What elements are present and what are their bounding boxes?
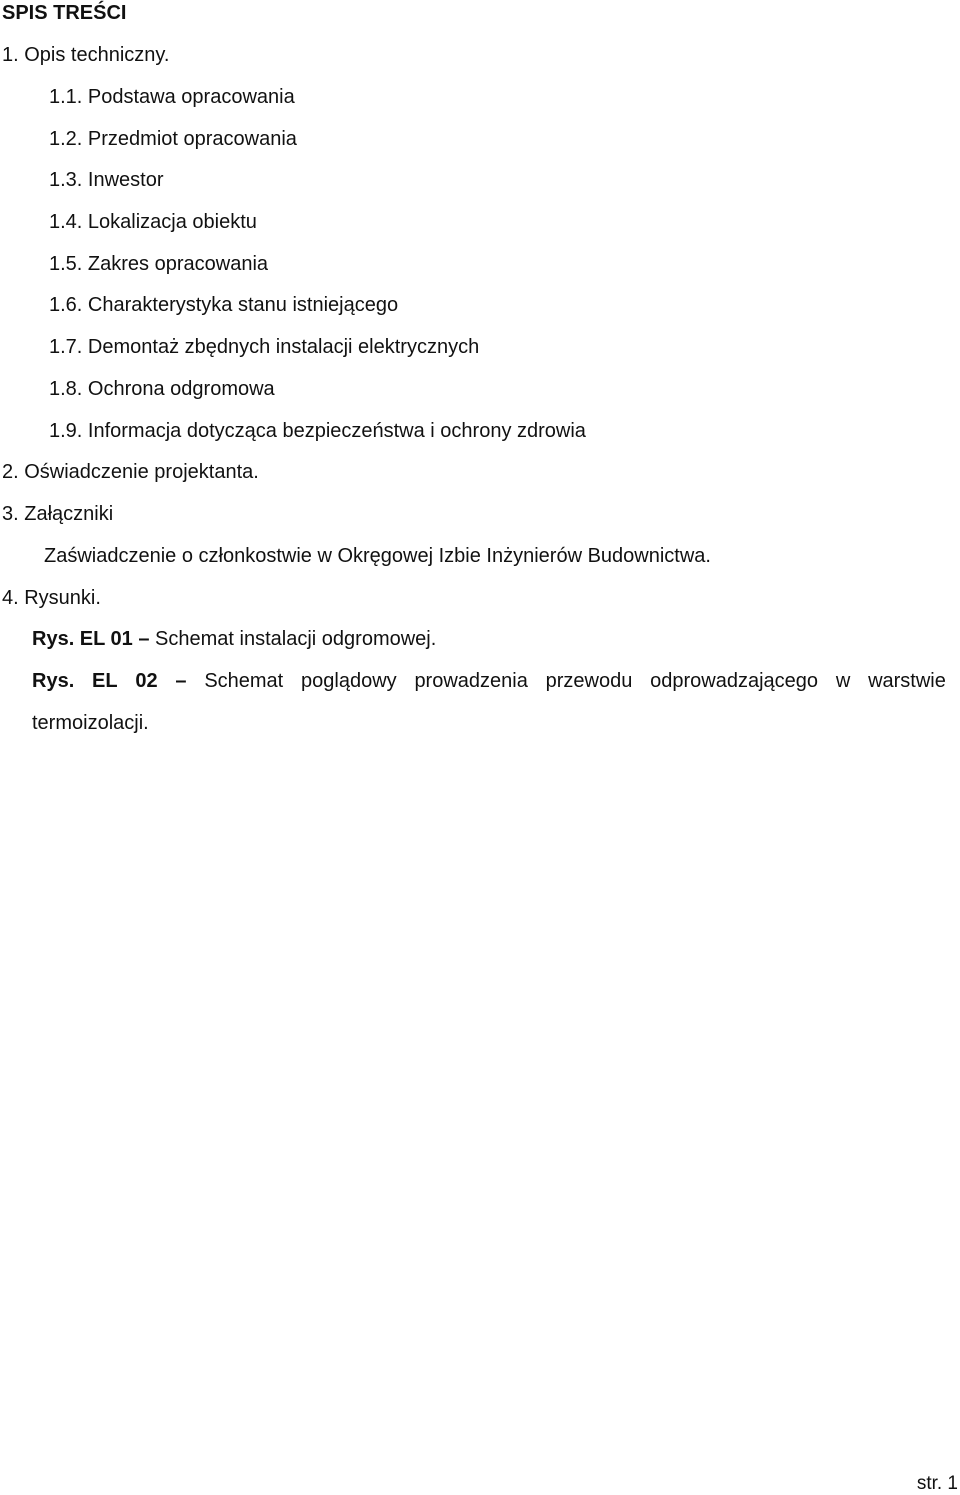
drawing-el-02-word: EL — [92, 670, 118, 692]
toc-item-1: 1. Opis techniczny. — [2, 44, 170, 66]
toc-subitem-1-4: 1.4. Lokalizacja obiektu — [49, 211, 257, 233]
toc-subitem-1-6: 1.6. Charakterystyka stanu istniejącego — [49, 294, 399, 316]
drawing-el-02 — [32, 669, 946, 693]
page-number: str. 1 — [916, 1473, 958, 1494]
toc-attachment: Zaświadczenie o członkostwie w Okręgowej Izbie Inżynierów Budownictwa. — [44, 545, 711, 567]
drawing-el-02-word: prowadzenia — [414, 670, 528, 692]
drawing-el-02-word: w — [835, 670, 851, 692]
toc-subitem-1-7: 1.7. Demontaż zbędnych instalacji elektrycznych — [49, 336, 480, 358]
drawing-el-02-word: Rys. — [32, 670, 75, 692]
toc-item-4: 4. Rysunki. — [2, 587, 101, 609]
drawing-el-02-word: – — [175, 670, 187, 692]
toc-title: SPIS TREŚCI — [2, 2, 127, 24]
toc-subitem-1-2: 1.2. Przedmiot opracowania — [49, 128, 297, 150]
toc-subitem-1-3: 1.3. Inwestor — [49, 169, 164, 191]
drawing-el-02-word: 02 — [135, 670, 158, 692]
drawing-el-02-word: poglądowy — [301, 670, 397, 692]
drawing-el-02-word: warstwie — [868, 670, 946, 692]
toc-item-2: 2. Oświadczenie projektanta. — [2, 461, 259, 483]
drawing-el-01-label: Rys. EL 01 – — [32, 628, 150, 650]
drawing-el-02-continuation: termoizolacji. — [32, 712, 149, 734]
drawing-el-02-word: odprowadzającego — [650, 670, 819, 692]
toc-subitem-1-5: 1.5. Zakres opracowania — [49, 253, 269, 275]
drawing-el-02-word: przewodu — [545, 670, 633, 692]
toc-subitem-1-8: 1.8. Ochrona odgromowa — [49, 378, 275, 400]
drawing-el-01 — [32, 627, 436, 651]
toc-subitem-1-9: 1.9. Informacja dotycząca bezpieczeństwa i ochrony zdrowia — [49, 420, 586, 442]
drawing-el-01-text: Schemat instalacji odgromowej. — [155, 628, 437, 650]
drawing-el-02-word: Schemat — [204, 670, 284, 692]
toc-subitem-1-1: 1.1. Podstawa opracowania — [49, 86, 295, 108]
toc-item-3: 3. Załączniki — [2, 503, 114, 525]
